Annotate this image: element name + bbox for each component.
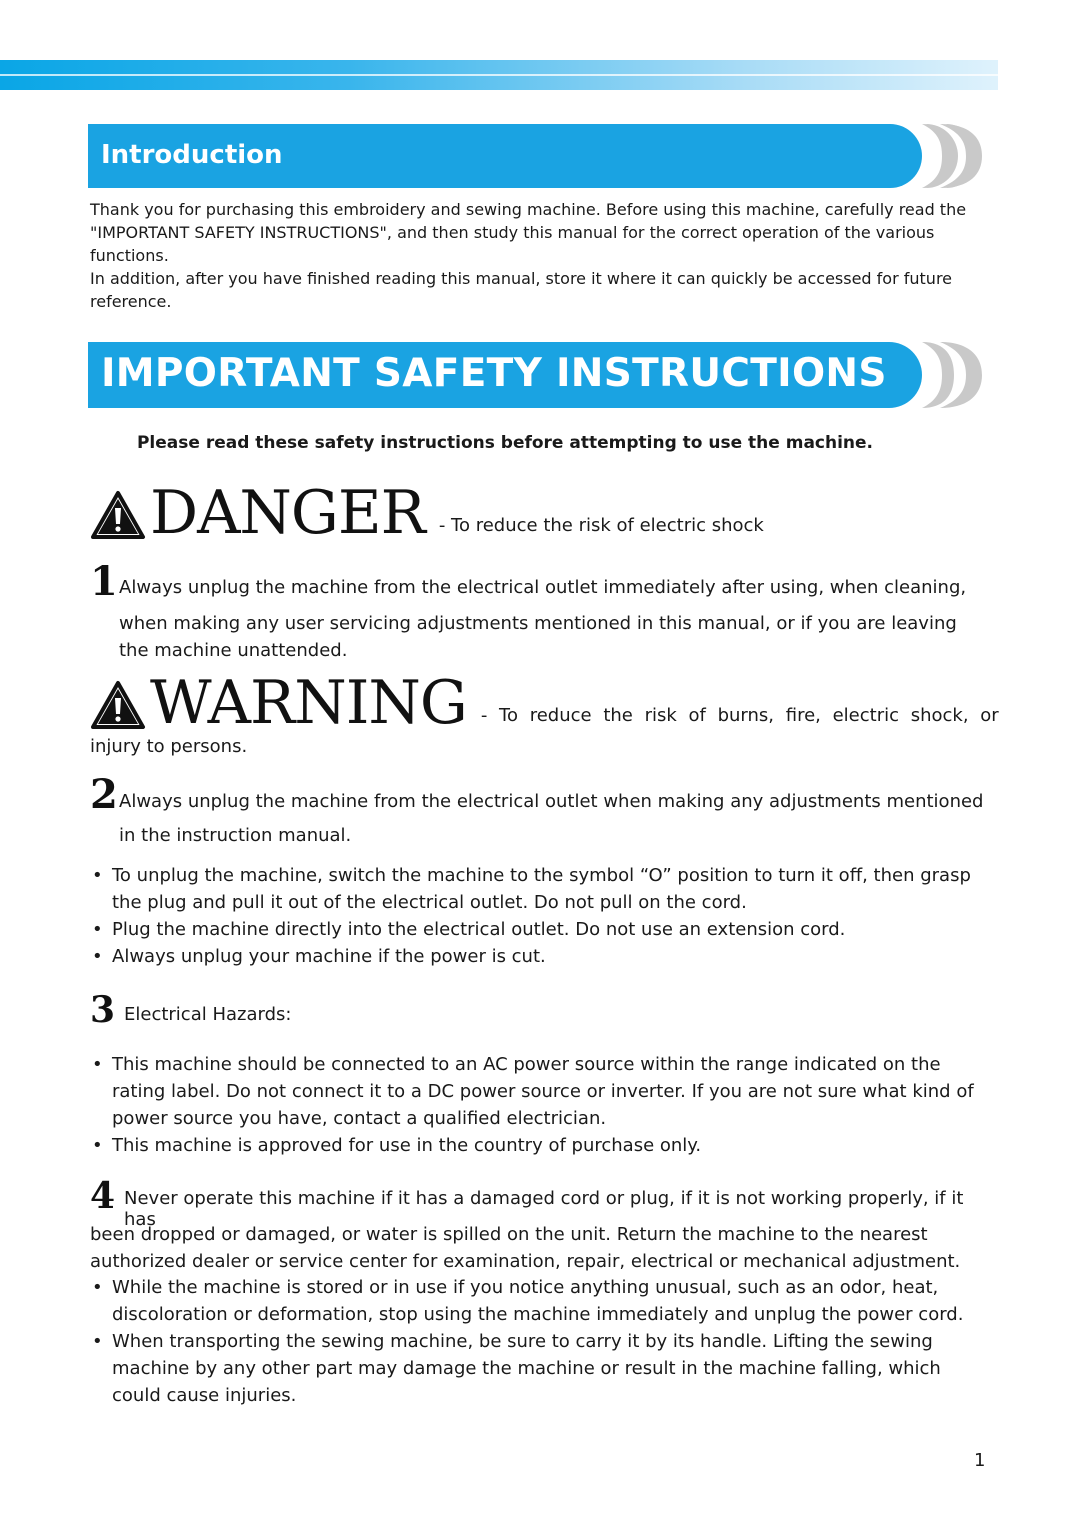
bullet-item: • When transporting the sewing machine, be sure to carry it by its handle. Lifting the sewing machine by any other part may damage the machine or result in the machine falling, which could cause injuries. — [90, 1328, 990, 1409]
introduction-heading: Introduction — [88, 124, 922, 188]
warning-signal-word: WARNING — [150, 668, 467, 738]
introduction-body — [90, 198, 990, 313]
item-1-text — [119, 574, 999, 664]
warning-description-continued: injury to persons. — [90, 736, 248, 757]
bullet-item: • To unplug the machine, switch the machine to the symbol “O” position to turn it off, then grasp the plug and pull it out of the electrical outlet. Do not pull on the cord. — [90, 862, 990, 916]
top-bar-highlight — [0, 74, 998, 76]
warning-header — [90, 670, 999, 736]
item-1-rest: when making any user servicing adjustments mentioned in this manual, or if you are leaving the machine unattended. — [119, 613, 957, 661]
item-2-text — [119, 788, 999, 849]
danger-description: - To reduce the risk of electric shock — [438, 515, 764, 536]
bullet-item: • While the machine is stored or in use if you notice anything unusual, such as an odor, heat, discoloration or deformation, stop using the machine immediately and unplug the power cord. — [90, 1274, 990, 1328]
intro-paragraph-1: Thank you for purchasing this embroidery and sewing machine. Before using this machine, carefully read the "IMPORTANT SAFETY INSTRUCTIONS", and then study this manual for the correct operation of the various functions. — [90, 200, 967, 265]
item-2-line-2: in the instruction manual. — [119, 825, 352, 846]
item-3-title: Electrical Hazards: — [124, 1004, 292, 1025]
item-number-4: 4 — [90, 1175, 116, 1217]
warning-triangle-icon — [90, 680, 146, 730]
item-1-line-1: Always unplug the machine from the electrical outlet immediately after using, when cleaning, — [119, 577, 967, 598]
bullet-item: • Always unplug your machine if the power is cut. — [90, 943, 990, 970]
item-2-bullets — [90, 862, 990, 970]
danger-signal-word: DANGER — [150, 478, 425, 548]
item-4-rest: been dropped or damaged, or water is spilled on the unit. Return the machine to the nearest authorized dealer or service center for examination, repair, electrical or mechanical adjustment. — [90, 1224, 961, 1272]
warning-description: - To reduce the risk of burns, fire, electric shock, or — [480, 705, 999, 726]
intro-paragraph-2: In addition, after you have finished reading this manual, store it where it can quickly be accessed for future reference. — [90, 269, 953, 311]
banner-cap-decoration — [918, 342, 984, 408]
item-number-3: 3 — [90, 989, 116, 1031]
please-read-notice: Please read these safety instructions before attempting to use the machine. — [136, 433, 874, 453]
item-2-line-1: Always unplug the machine from the electrical outlet when making any adjustments mentioned — [119, 791, 984, 812]
banner-cap-decoration — [918, 124, 984, 188]
item-number-2: 2 — [90, 771, 118, 818]
safety-instructions-heading: IMPORTANT SAFETY INSTRUCTIONS — [88, 342, 922, 408]
bullet-item: • This machine should be connected to an AC power source within the range indicated on the rating label. Do not connect it to a DC power source or inverter. If you are not sure what kind of power source you have, contact a qualified electrician. — [90, 1051, 990, 1132]
danger-header — [90, 480, 764, 546]
item-3-bullets — [90, 1051, 990, 1159]
bullet-item: • Plug the machine directly into the electrical outlet. Do not use an extension cord. — [90, 916, 990, 943]
page-number: 1 — [974, 1450, 986, 1471]
item-number-1: 1 — [90, 558, 118, 605]
item-4-bullets — [90, 1274, 990, 1409]
bullet-item: • This machine is approved for use in the country of purchase only. — [90, 1132, 990, 1159]
warning-triangle-icon — [90, 490, 146, 540]
item-4-line-1: Never operate this machine if it has a damaged cord or plug, if it is not working properly, if it has — [124, 1188, 964, 1230]
